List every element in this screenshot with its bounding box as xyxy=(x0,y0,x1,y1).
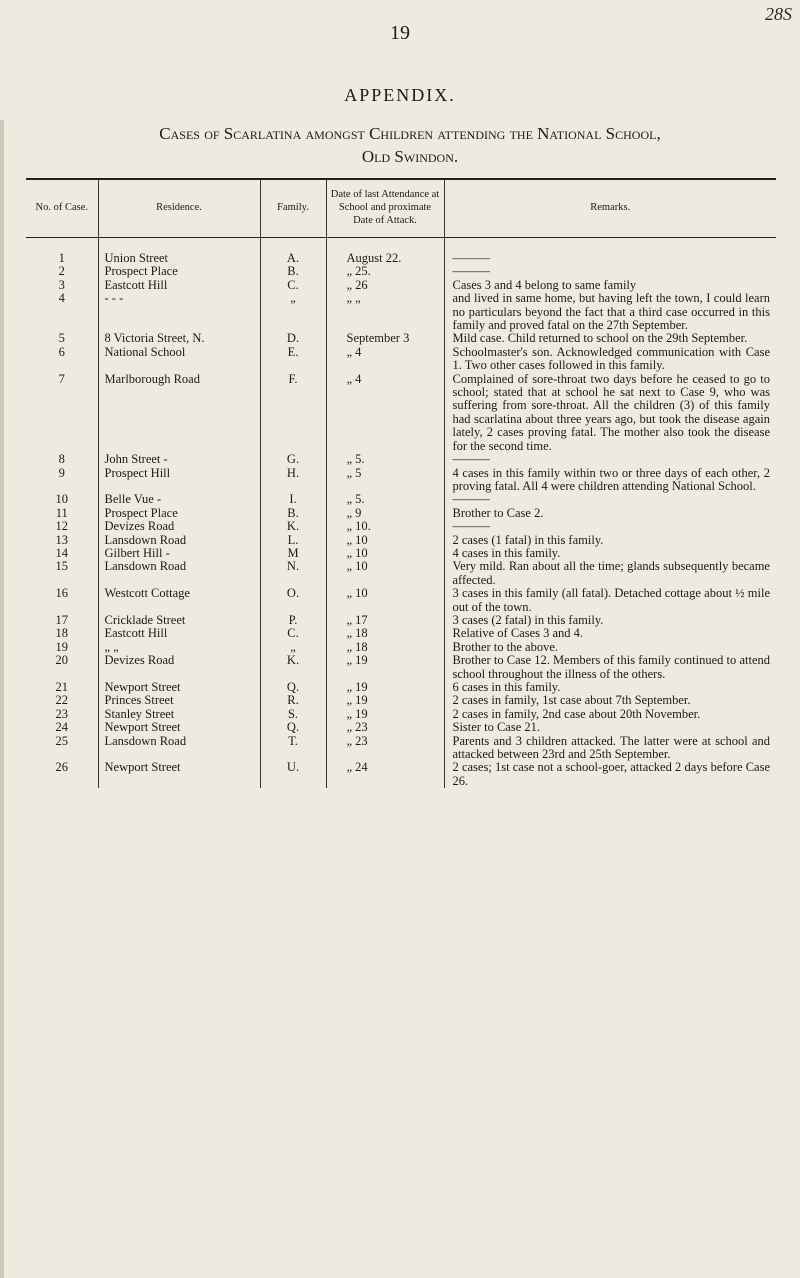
table-row xyxy=(26,332,776,345)
cell-case-number: 22 xyxy=(55,693,68,708)
cell-case-number: 7 xyxy=(58,371,65,386)
header-date: Date of last Attendance at School and proximate Date of Attack. xyxy=(326,179,444,238)
cell-case-number: 2 xyxy=(58,264,65,279)
cell-date: „ 17 xyxy=(326,614,444,627)
cell-residence: Belle Vue - xyxy=(98,493,260,506)
table-body xyxy=(26,238,776,789)
cell-date: „ 25. xyxy=(326,265,444,278)
cell-residence: Marlborough Road xyxy=(98,373,260,453)
cell-case-number: 17 xyxy=(55,612,68,627)
table-row xyxy=(26,265,776,278)
cell-residence: Lansdown Road xyxy=(98,735,260,762)
cell-case-number: 23 xyxy=(55,706,68,721)
cell-date: „ 23 xyxy=(326,735,444,762)
cell-family: E. xyxy=(260,346,326,373)
cell-family: K. xyxy=(260,520,326,533)
table-row xyxy=(26,453,776,466)
table-row xyxy=(26,560,776,587)
cell-remarks: Relative of Cases 3 and 4. xyxy=(444,627,776,640)
table-row xyxy=(26,279,776,292)
cell-date: „ 18 xyxy=(326,627,444,640)
table-row xyxy=(26,493,776,506)
cell-remarks: 2 cases; 1st case not a school-goer, attacked 2 days before Case 26. xyxy=(444,761,776,788)
table-row xyxy=(26,467,776,494)
table-row xyxy=(26,373,776,453)
cell-case-number: 19 xyxy=(55,639,68,654)
cell-family: T. xyxy=(260,735,326,762)
cell-case-number: 20 xyxy=(55,653,68,668)
cell-date: September 3 xyxy=(326,332,444,345)
cell-family: K. xyxy=(260,654,326,681)
cell-date: „ 10 xyxy=(326,587,444,614)
cell-residence: - - - xyxy=(98,292,260,332)
cell-case-number: 24 xyxy=(55,720,68,735)
cell-family: D. xyxy=(260,332,326,345)
table-row xyxy=(26,708,776,721)
cell-date: „ „ xyxy=(326,292,444,332)
cell-date: „ 5. xyxy=(326,453,444,466)
cell-case-number: 12 xyxy=(55,519,68,534)
cell-remarks: ——— xyxy=(444,238,776,266)
title-line-1: Cases of Scarlatina amongst Children attending the National School, xyxy=(159,124,661,143)
cell-remarks: Sister to Case 21. xyxy=(444,721,776,734)
cell-residence: Devizes Road xyxy=(98,654,260,681)
cell-family: H. xyxy=(260,467,326,494)
cell-residence: Devizes Road xyxy=(98,520,260,533)
table-title xyxy=(40,122,780,168)
cell-date: „ 4 xyxy=(326,373,444,453)
cell-remarks: Very mild. Ran about all the time; glands subsequently became affected. xyxy=(444,560,776,587)
table-row xyxy=(26,614,776,627)
cell-family: M xyxy=(260,547,326,560)
cell-family: N. xyxy=(260,560,326,587)
cell-family: P. xyxy=(260,614,326,627)
cell-date: „ 19 xyxy=(326,681,444,694)
cell-remarks: 6 cases in this family. xyxy=(444,681,776,694)
cell-residence: Eastcott Hill xyxy=(98,279,260,292)
cell-case-number: 21 xyxy=(55,680,68,694)
cell-residence: Lansdown Road xyxy=(98,534,260,547)
cell-date: „ 5. xyxy=(326,493,444,506)
table-row xyxy=(26,534,776,547)
cell-remarks: Brother to Case 12. Members of this family continued to attend school throughout the illness of the others. xyxy=(444,654,776,681)
table-row xyxy=(26,694,776,707)
cell-case-number: 18 xyxy=(55,626,68,641)
cell-date: „ 24 xyxy=(326,761,444,788)
table-row xyxy=(26,547,776,560)
cell-date: „ 19 xyxy=(326,694,444,707)
cell-family: I. xyxy=(260,493,326,506)
cell-family: G. xyxy=(260,453,326,466)
cell-residence: Gilbert Hill - xyxy=(98,547,260,560)
cell-remarks: Brother to Case 2. xyxy=(444,507,776,520)
cell-case-number: 5 xyxy=(58,331,65,346)
cell-case-number: 25 xyxy=(55,733,68,748)
cell-date: „ 4 xyxy=(326,346,444,373)
cell-residence: Prospect Hill xyxy=(98,467,260,494)
handwritten-page-mark: 28S xyxy=(765,4,792,24)
table-row xyxy=(26,238,776,266)
cell-remarks: 4 cases in this family within two or three days of each other, 2 proving fatal. All 4 were children attending National School. xyxy=(444,467,776,494)
table-row xyxy=(26,761,776,788)
cell-residence: National School xyxy=(98,346,260,373)
table-row xyxy=(26,346,776,373)
table-row xyxy=(26,721,776,734)
cell-case-number: 1 xyxy=(58,251,65,265)
cell-family: C. xyxy=(260,627,326,640)
cell-residence: Stanley Street xyxy=(98,708,260,721)
cell-family: Q. xyxy=(260,721,326,734)
table-row xyxy=(26,507,776,520)
cell-case-number: 3 xyxy=(58,277,65,292)
table-row xyxy=(26,735,776,762)
cell-remarks: Complained of sore-throat two days before he ceased to go to school; stated that at school he sat next to Case 9, who was suffering from sore-throat. All the children (3) of this family had scarlatina about three years ago, but took the disease again lately, 2 cases proving fatal. The mother also took the disease for the second time. xyxy=(444,373,776,453)
cell-case-number: 14 xyxy=(55,545,68,560)
cell-case-number: 13 xyxy=(55,532,68,547)
cell-residence: Princes Street xyxy=(98,694,260,707)
header-family: Family. xyxy=(260,179,326,238)
cell-residence: John Street - xyxy=(98,453,260,466)
cell-remarks: Schoolmaster's son. Acknowledged communication with Case 1. Two other cases followed in this family. xyxy=(444,346,776,373)
cell-residence: „ „ xyxy=(98,641,260,654)
cell-family: „ xyxy=(260,292,326,332)
cell-case-number: 8 xyxy=(58,452,65,467)
cell-date: „ 23 xyxy=(326,721,444,734)
cell-family: R. xyxy=(260,694,326,707)
header-case-number: No. of Case. xyxy=(26,179,98,238)
table-row xyxy=(26,641,776,654)
cell-residence: Cricklade Street xyxy=(98,614,260,627)
cell-date: „ 10 xyxy=(326,534,444,547)
cell-remarks: 2 cases in family, 2nd case about 20th November. xyxy=(444,708,776,721)
cases-table-wrapper xyxy=(26,178,776,788)
cell-case-number: 26 xyxy=(55,760,68,775)
header-remarks: Remarks. xyxy=(444,179,776,238)
cell-remarks: ——— xyxy=(444,520,776,533)
cell-remarks: 3 cases (2 fatal) in this family. xyxy=(444,614,776,627)
cell-remarks: Cases 3 and 4 belong to same family xyxy=(444,279,776,292)
cell-case-number: 11 xyxy=(55,505,68,520)
cell-date: „ 10 xyxy=(326,547,444,560)
cell-residence: Prospect Place xyxy=(98,507,260,520)
cell-family: Q. xyxy=(260,681,326,694)
cell-family: F. xyxy=(260,373,326,453)
cell-family: „ xyxy=(260,641,326,654)
table-row xyxy=(26,587,776,614)
cell-case-number: 16 xyxy=(55,586,68,601)
cell-case-number: 15 xyxy=(55,559,68,574)
cell-residence: Newport Street xyxy=(98,681,260,694)
cell-family: B. xyxy=(260,507,326,520)
cell-case-number: 6 xyxy=(58,344,65,359)
cell-family: L. xyxy=(260,534,326,547)
table-header-row xyxy=(26,179,776,238)
cell-residence: Newport Street xyxy=(98,761,260,788)
page-number: 19 xyxy=(390,22,410,44)
table-row xyxy=(26,520,776,533)
cell-residence: Eastcott Hill xyxy=(98,627,260,640)
cell-remarks: ——— xyxy=(444,265,776,278)
cell-family: U. xyxy=(260,761,326,788)
cell-date: „ 5 xyxy=(326,467,444,494)
cell-date: August 22. xyxy=(326,238,444,266)
cell-date: „ 18 xyxy=(326,641,444,654)
header-residence: Residence. xyxy=(98,179,260,238)
cell-date: „ 19 xyxy=(326,708,444,721)
cell-remarks: Parents and 3 children attacked. The latter were at school and attacked between 23rd and 25th September. xyxy=(444,735,776,762)
cell-residence: Lansdown Road xyxy=(98,560,260,587)
cell-date: „ 10 xyxy=(326,560,444,587)
title-line-2: Old Swindon. xyxy=(361,147,459,166)
cell-date: „ 26 xyxy=(326,279,444,292)
cell-date: „ 19 xyxy=(326,654,444,681)
cell-residence: 8 Victoria Street, N. xyxy=(98,332,260,345)
cell-family: C. xyxy=(260,279,326,292)
cell-residence: Prospect Place xyxy=(98,265,260,278)
cell-residence: Westcott Cottage xyxy=(98,587,260,614)
table-row xyxy=(26,627,776,640)
cell-remarks: 3 cases in this family (all fatal). Detached cottage about ½ mile out of the town. xyxy=(444,587,776,614)
table-row xyxy=(26,292,776,332)
cell-case-number: 9 xyxy=(58,465,65,480)
cell-remarks: ——— xyxy=(444,493,776,506)
cell-residence: Union Street xyxy=(98,238,260,266)
cell-remarks: 2 cases (1 fatal) in this family. xyxy=(444,534,776,547)
cases-table xyxy=(26,178,776,788)
table-row xyxy=(26,681,776,694)
page-left-edge xyxy=(0,120,4,1278)
appendix-heading: APPENDIX. xyxy=(344,85,456,105)
cell-remarks: Brother to the above. xyxy=(444,641,776,654)
cell-remarks: ——— xyxy=(444,453,776,466)
cell-remarks: 4 cases in this family. xyxy=(444,547,776,560)
cell-family: O. xyxy=(260,587,326,614)
cell-residence: Newport Street xyxy=(98,721,260,734)
cell-remarks: 2 cases in family, 1st case about 7th September. xyxy=(444,694,776,707)
cell-remarks: Mild case. Child returned to school on the 29th September. xyxy=(444,332,776,345)
cell-date: „ 10. xyxy=(326,520,444,533)
cell-case-number: 10 xyxy=(55,492,68,507)
cell-family: A. xyxy=(260,238,326,266)
table-row xyxy=(26,654,776,681)
cell-case-number: 4 xyxy=(58,291,65,306)
cell-date: „ 9 xyxy=(326,507,444,520)
cell-family: S. xyxy=(260,708,326,721)
cell-family: B. xyxy=(260,265,326,278)
cell-remarks: and lived in same home, but having left the town, I could learn no particulars beyond the fact that a third case occurred in this family and proved fatal on the 27th September. xyxy=(444,292,776,332)
